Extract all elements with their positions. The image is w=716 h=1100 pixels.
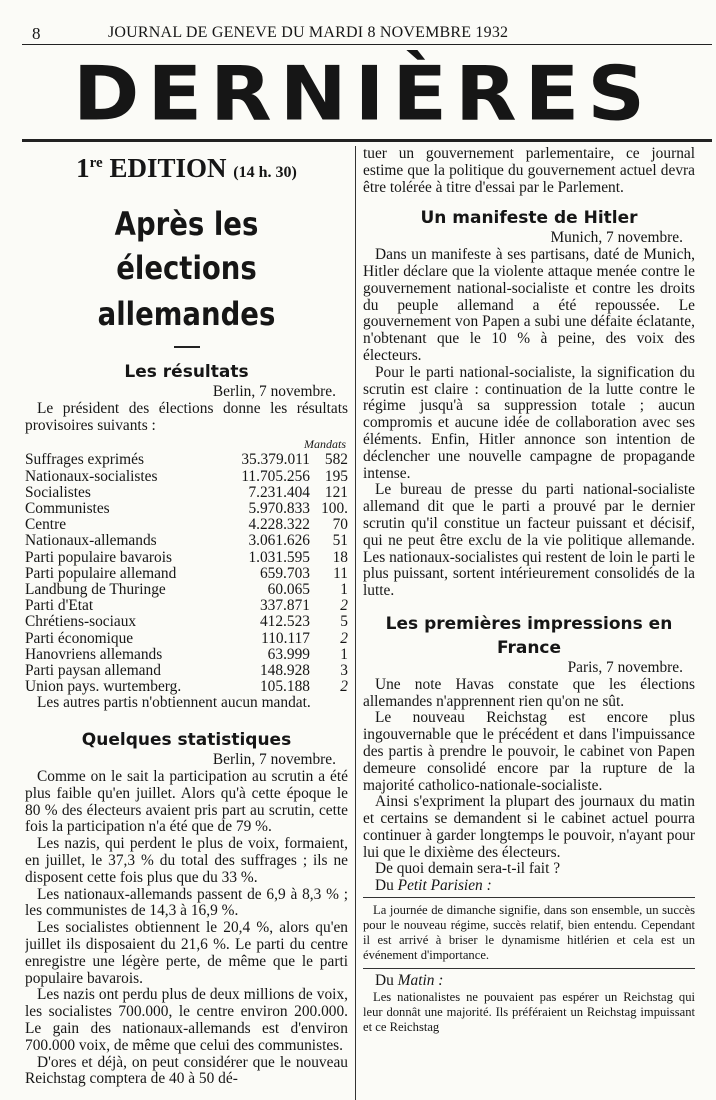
- results-row: [25, 598, 348, 614]
- stats-paragraph: Comme on le sait la participation au scrutin a été plus faible qu'en juillet. Alors qu'à cette époque le 80 % des électeurs avaient pris part au scrutin, cette fois la participation n'a été que de 79 %.: [25, 768, 348, 836]
- edition-time: (14 h. 30): [233, 164, 297, 181]
- party-name: Landbung de Thuringe: [25, 581, 166, 599]
- results-intro: Le président des élections donne les résultats provisoires suivants :: [25, 399, 348, 434]
- results-row: [25, 679, 348, 695]
- manifeste-dateline: Munich, 7 novembre.: [550, 229, 683, 247]
- results-dateline: Berlin, 7 novembre.: [212, 383, 336, 400]
- manifeste-paragraph: Dans un manifeste à ses partisans, daté de Munich, Hitler déclare que la violente attaque menée contre le gouvernement national-socialiste et contre les droits du peuple allemand a été repoussée. Le gouvernement von Papen a subi une défaite éclatante, n'obtenant que le 10 % à peine, des voix des électeurs.: [363, 246, 695, 364]
- results-row: [25, 550, 348, 566]
- du-label: Du: [375, 972, 398, 990]
- vote-count: 148.928: [259, 662, 310, 680]
- vote-count: 5.970.833: [248, 500, 310, 517]
- vote-count: 63.999: [267, 645, 310, 663]
- vote-count: 3.061.626: [248, 532, 310, 550]
- continued-text: tuer un gouvernement parlementaire, ce journal estime que la politique du gouvernement actuel devra être tolérée à titre d'essai par le Parlement.: [363, 146, 695, 196]
- results-outro: Les autres partis n'obtiennent aucun mandat.: [37, 694, 311, 712]
- results-table: [25, 452, 348, 695]
- party-name: Nationaux-allemands: [25, 532, 157, 550]
- vote-count: 4.228.322: [248, 516, 310, 534]
- header-rule: [22, 44, 712, 45]
- stats-paragraph: Les nazis, qui perdent le plus de voix, formaient, en juillet, le 37,3 % du total des suffrages ; ils ne disposent cette fois plus que du 33 %.: [25, 835, 348, 886]
- running-header: [28, 24, 708, 46]
- seat-count: 1: [340, 645, 348, 663]
- party-name: Centre: [25, 516, 67, 534]
- left-column: [25, 146, 348, 1100]
- seat-count: 2: [340, 678, 348, 696]
- running-title: JOURNAL DE GENEVE DU MARDI 8 NOVEMBRE 1932: [108, 24, 509, 41]
- mandats-label: Mandats: [304, 437, 346, 452]
- vote-count: 7.231.404: [248, 483, 310, 501]
- quote-box: [363, 897, 695, 969]
- masthead-rule: [22, 139, 712, 142]
- main-headline-line1: Après les élections: [114, 205, 259, 287]
- headline-dash: [174, 346, 200, 348]
- source-matin: Matin :: [397, 972, 444, 990]
- seat-count: 195: [324, 467, 348, 485]
- france-heading: Les premières impressions en France: [385, 613, 673, 658]
- results-row: [25, 452, 348, 468]
- seat-count: 70: [332, 516, 348, 534]
- du-label: Du: [375, 877, 398, 895]
- party-name: Socialistes: [25, 483, 91, 501]
- vote-count: 1.031.595: [248, 548, 310, 566]
- vote-count: 659.703: [259, 564, 310, 582]
- results-row: [25, 485, 348, 501]
- vote-count: 11.705.256: [241, 467, 310, 485]
- right-column: [363, 146, 695, 1100]
- vote-count: 60.065: [267, 581, 310, 599]
- results-row: [25, 663, 348, 679]
- stats-paragraph: D'ores et déjà, on peut considérer que le nouveau Reichstag comptera de 40 à 50 dé-: [25, 1053, 348, 1088]
- results-row: [25, 501, 348, 517]
- column-divider: [355, 146, 356, 1100]
- seat-count: 2: [340, 629, 348, 647]
- party-name: Nationaux-socialistes: [25, 467, 158, 485]
- seat-count: 1: [340, 581, 348, 599]
- seat-count: 18: [332, 548, 348, 566]
- stats-paragraph: Les socialistes obtiennent le 20,4 %, alors qu'en juillet ils disposaient du 21,6 %. Le parti du centre enregistre une légère perte, de même que le parti populaire bavarois.: [25, 919, 348, 987]
- source-line: [363, 878, 695, 895]
- source-line: [363, 973, 695, 990]
- vote-count: 412.523: [259, 613, 310, 631]
- party-name: Parti d'Etat: [25, 597, 94, 615]
- party-name: Parti populaire bavarois: [25, 548, 173, 566]
- party-name: Suffrages exprimés: [25, 451, 144, 469]
- edition-number: 1: [76, 153, 90, 183]
- france-paragraph: De quoi demain sera-t-il fait ?: [375, 860, 561, 878]
- stats-paragraph: Les nazis ont perdu plus de deux millions de voix, les socialistes 700.000, le centre environ 200.000. Le gain des nationaux-allemands est d'environ 700.000 voix, de même que celui des communistes.: [25, 986, 348, 1054]
- france-paragraph: Le nouveau Reichstag est encore plus ingouvernable que le précédent et dans l'impuissance des partis à prendre le pouvoir, le cabinet von Papen demeure consolidé encore par la rupture de la majorité catholico-nationale-socialiste.: [363, 709, 695, 794]
- main-headline-line2: allemandes: [97, 295, 276, 333]
- quote-matin: Les nationalistes ne pouvaient pas espérer un Reichstag qui leur donnât une majorité. Ils préféraient un Reichstag impuissant et ce Reichstag: [363, 989, 695, 1034]
- party-name: Union pays. wurtemberg.: [25, 678, 182, 696]
- source-petit-parisien: Petit Parisien :: [397, 877, 492, 895]
- manifeste-paragraph: Le bureau de presse du parti national-socialiste allemand dit que le parti a prouvé par le dernier scrutin qu'il constitue un facteur puissant et décisif, qui ne peut être exclu de la vie politique allemande. Les nationaux-socialistes qui restent de loin le parti le plus puissant, sortent intérieurement consolidés de la lutte.: [363, 481, 695, 600]
- vote-count: 35.379.011: [241, 451, 310, 469]
- seat-count: 100.: [321, 500, 348, 517]
- france-paragraph: Une note Havas constate que les élections allemandes n'apprennent rien qu'on ne sût.: [363, 675, 695, 710]
- results-row: [25, 614, 348, 630]
- seat-count: 2: [340, 597, 348, 615]
- manifeste-heading: Un manifeste de Hitler: [420, 208, 638, 229]
- page-number: 8: [32, 24, 41, 43]
- results-row: [25, 566, 348, 582]
- quote-petit-parisien: La journée de dimanche signifie, dans son ensemble, un succès pour le nouveau régime, succès relatif, bien entendu. Cependant il est arrivé à briser le dynamisme hitlérien et cela est un événement d'importance.: [363, 903, 695, 963]
- stats-heading: Quelques statistiques: [81, 730, 292, 751]
- party-name: Communistes: [25, 500, 110, 517]
- party-name: Parti paysan allemand: [25, 662, 161, 680]
- vote-count: 110.117: [261, 629, 310, 647]
- party-name: Parti populaire allemand: [25, 564, 177, 582]
- seat-count: 51: [332, 532, 348, 550]
- results-heading: Les résultats: [124, 362, 249, 382]
- vote-count: 105.188: [259, 678, 310, 696]
- seat-count: 3: [340, 662, 348, 680]
- stats-dateline: Berlin, 7 novembre.: [212, 751, 336, 769]
- party-name: Hanovriens allemands: [25, 645, 163, 663]
- party-name: Parti économique: [25, 629, 134, 647]
- vote-count: 337.871: [259, 597, 310, 615]
- france-dateline: Paris, 7 novembre.: [567, 658, 683, 676]
- seat-count: 121: [324, 483, 348, 501]
- masthead: DERNIÈRES: [73, 49, 653, 138]
- results-row: [25, 647, 348, 663]
- results-row: [25, 469, 348, 485]
- seat-count: 582: [324, 451, 348, 469]
- stats-paragraph: Les nationaux-allemands passent de 6,9 à 8,3 % ; les communistes de 14,3 à 16,9 %.: [25, 885, 348, 920]
- results-row: [25, 517, 348, 533]
- results-row: [25, 631, 348, 647]
- seat-count: 11: [333, 564, 348, 582]
- edition-line: [25, 146, 348, 190]
- results-row: [25, 533, 348, 549]
- seat-count: 5: [340, 613, 348, 631]
- results-row: [25, 582, 348, 598]
- party-name: Chrétiens-sociaux: [25, 613, 137, 631]
- france-paragraph: Ainsi s'expriment la plupart des journaux du matin et certains se demandent si le cabinet actuel pourra continuer à garder longtemps le pouvoir, n'ayant pour lui que le dixième des électeurs.: [363, 793, 695, 861]
- edition-suffix: re: [89, 155, 103, 171]
- manifeste-paragraph: Pour le parti national-socialiste, la signification du scrutin est claire : continuation de la lutte contre le régime jusqu'à sa suppression totale ; aucun compromis et aucune idée de collaboration avec ses éléments. Enfin, Hitler annonce son intention de déclencher une nouvelle campagne de propagande intense.: [363, 363, 695, 482]
- edition-label: EDITION: [102, 153, 234, 183]
